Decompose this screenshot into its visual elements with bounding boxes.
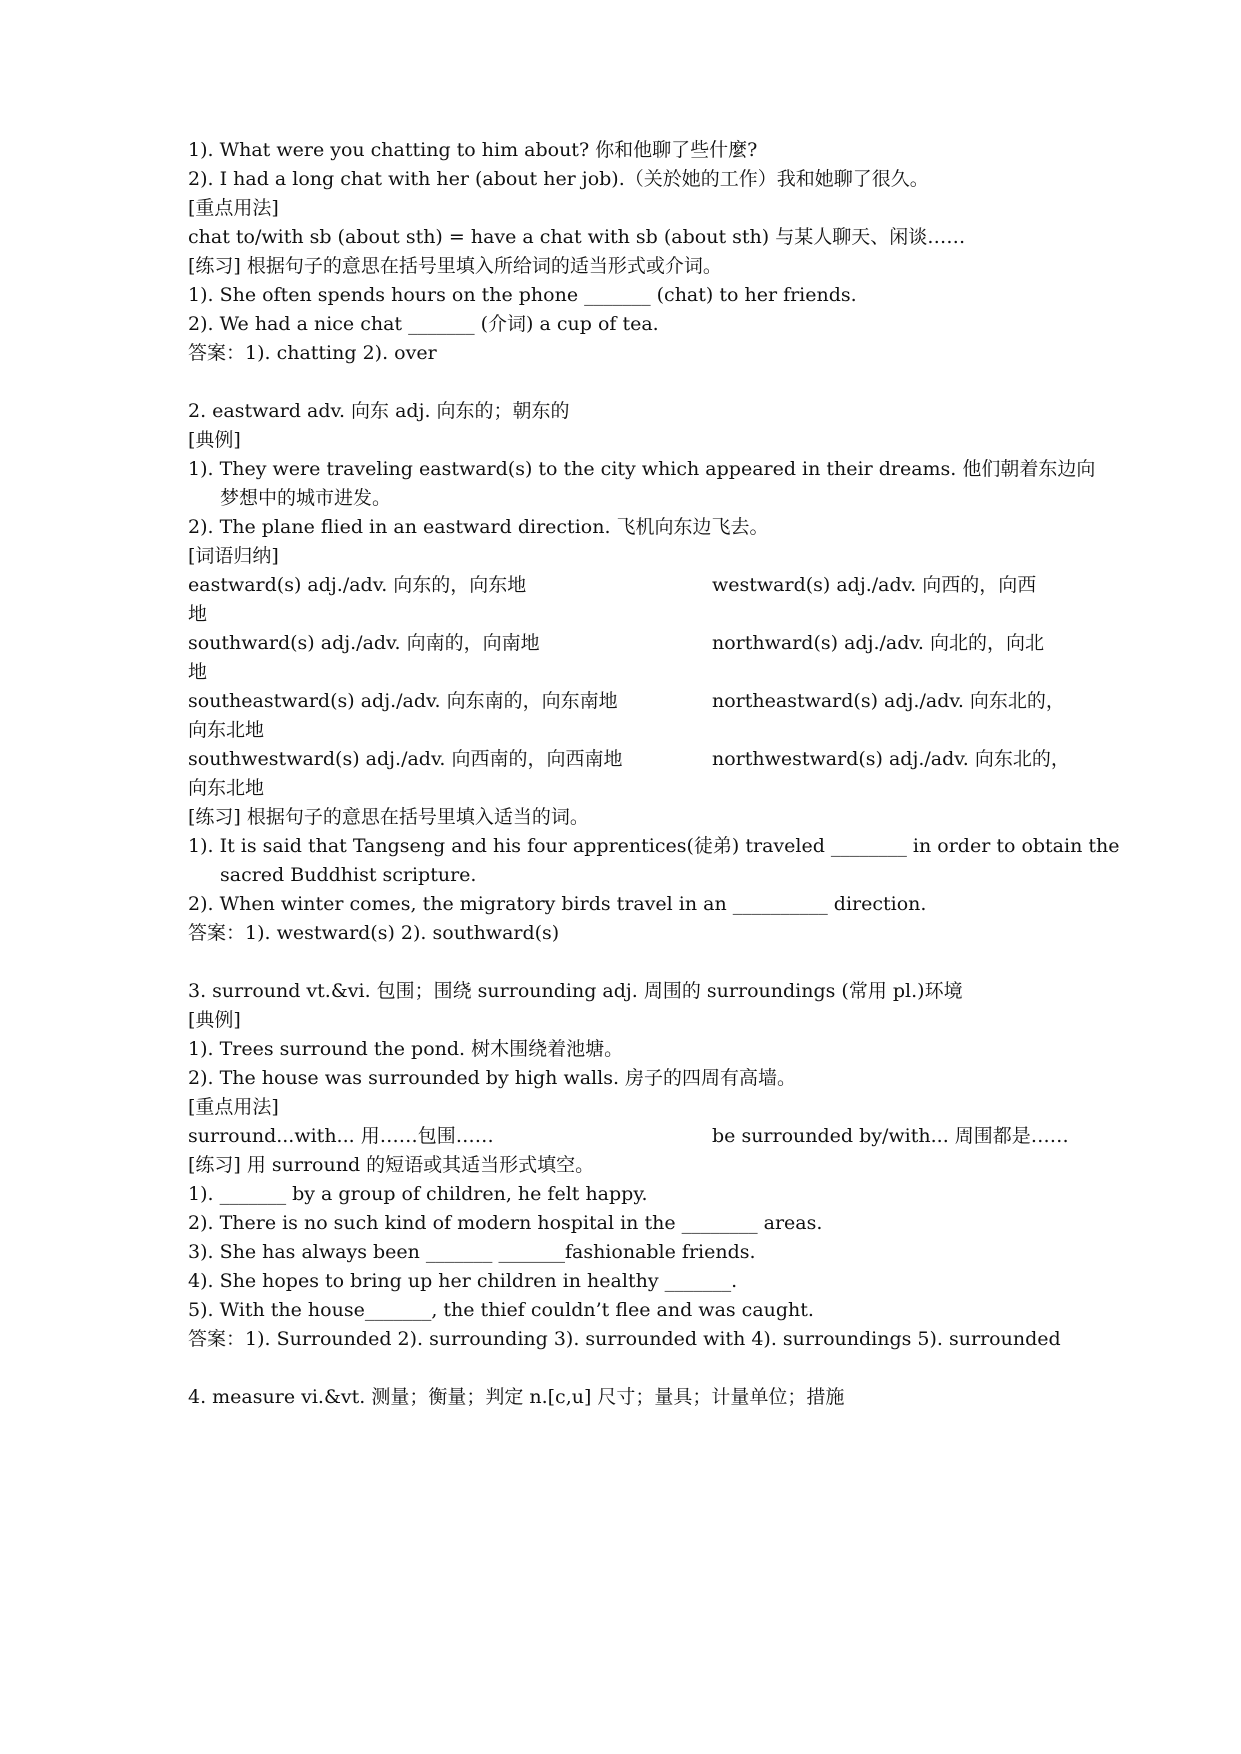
practice-question: 3). She has always been _______ _______fashionable friends. (188, 1241, 756, 1263)
practice-question: 1). It is said that Tangseng and his four apprentices(徒弟) traveled ________ in order to obtain the (188, 835, 1120, 857)
example-line: 1). What were you chatting to him about? 你和他聊了些什麼? (188, 139, 758, 161)
usage-heading: [重点用法] (188, 1096, 279, 1118)
example-line-continued: 梦想中的城市进发。 (220, 487, 392, 509)
example-line: 2). The house was surrounded by high walls. 房子的四周有高墙。 (188, 1067, 797, 1089)
practice-question-continued: sacred Buddhist scripture. (220, 864, 477, 886)
section-title: 2. eastward adv. 向东 adj. 向东的；朝东的 (188, 400, 570, 422)
summary-left: eastward(s) adj./adv. 向东的，向东地 (188, 574, 527, 596)
practice-heading: [练习] 用 surround 的短语或其适当形式填空。 (188, 1154, 595, 1176)
practice-question: 2). When winter comes, the migratory birds travel in an __________ direction. (188, 893, 927, 915)
summary-wrap: 地 (188, 661, 208, 683)
summary-left: southeastward(s) adj./adv. 向东南的，向东南地 (188, 690, 618, 712)
section-title: 4. measure vi.&vt. 测量；衡量；判定 n.[c,u] 尺寸；量具；计量单位；措施 (188, 1386, 845, 1408)
usage-line: chat to/with sb (about sth) = have a chat with sb (about sth) 与某人聊天、闲谈…… (188, 226, 966, 248)
practice-question: 1). _______ by a group of children, he felt happy. (188, 1183, 648, 1205)
summary-wrap: 向东北地 (188, 719, 265, 741)
answer-line: 答案：1). chatting 2). over (188, 342, 437, 364)
summary-right: northwestward(s) adj./adv. 向东北的， (712, 748, 1070, 770)
example-line: 2). The plane flied in an eastward direction. 飞机向东边飞去。 (188, 516, 769, 538)
practice-question: 4). She hopes to bring up her children in healthy _______. (188, 1270, 738, 1292)
example-heading: [典例] (188, 1009, 241, 1031)
summary-right: northward(s) adj./adv. 向北的，向北 (712, 632, 1044, 654)
usage-right: be surrounded by/with... 周围都是…… (712, 1125, 1069, 1147)
answer-line: 答案：1). westward(s) 2). southward(s) (188, 922, 560, 944)
example-line: 1). Trees surround the pond. 树木围绕着池塘。 (188, 1038, 624, 1060)
practice-question: 1). She often spends hours on the phone _______ (chat) to her friends. (188, 284, 857, 306)
practice-heading: [练习] 根据句子的意思在括号里填入所给词的适当形式或介词。 (188, 255, 722, 277)
summary-right: northeastward(s) adj./adv. 向东北的， (712, 690, 1065, 712)
answer-line: 答案：1). Surrounded 2). surrounding 3). surrounded with 4). surroundings 5). surrounded (188, 1328, 1061, 1350)
summary-left: southward(s) adj./adv. 向南的，向南地 (188, 632, 540, 654)
usage-left: surround...with... 用……包围…… (188, 1125, 494, 1147)
example-line: 2). I had a long chat with her (about her job).（关於她的工作）我和她聊了很久。 (188, 168, 929, 190)
practice-question: 2). There is no such kind of modern hospital in the ________ areas. (188, 1212, 823, 1234)
summary-heading: [词语归纳] (188, 545, 279, 567)
section-title: 3. surround vt.&vi. 包围；围绕 surrounding adj. 周围的 surroundings (常用 pl.)环境 (188, 980, 963, 1002)
practice-heading: [练习] 根据句子的意思在括号里填入适当的词。 (188, 806, 589, 828)
summary-wrap: 地 (188, 603, 208, 625)
example-line: 1). They were traveling eastward(s) to the city which appeared in their dreams. 他们朝着东边向 (188, 458, 1096, 480)
usage-heading: [重点用法] (188, 197, 279, 219)
summary-right: westward(s) adj./adv. 向西的，向西 (712, 574, 1037, 596)
practice-question: 2). We had a nice chat _______ (介词) a cup of tea. (188, 313, 659, 335)
example-heading: [典例] (188, 429, 241, 451)
practice-question: 5). With the house_______, the thief couldn’t flee and was caught. (188, 1299, 814, 1321)
summary-wrap: 向东北地 (188, 777, 265, 799)
summary-left: southwestward(s) adj./adv. 向西南的，向西南地 (188, 748, 623, 770)
